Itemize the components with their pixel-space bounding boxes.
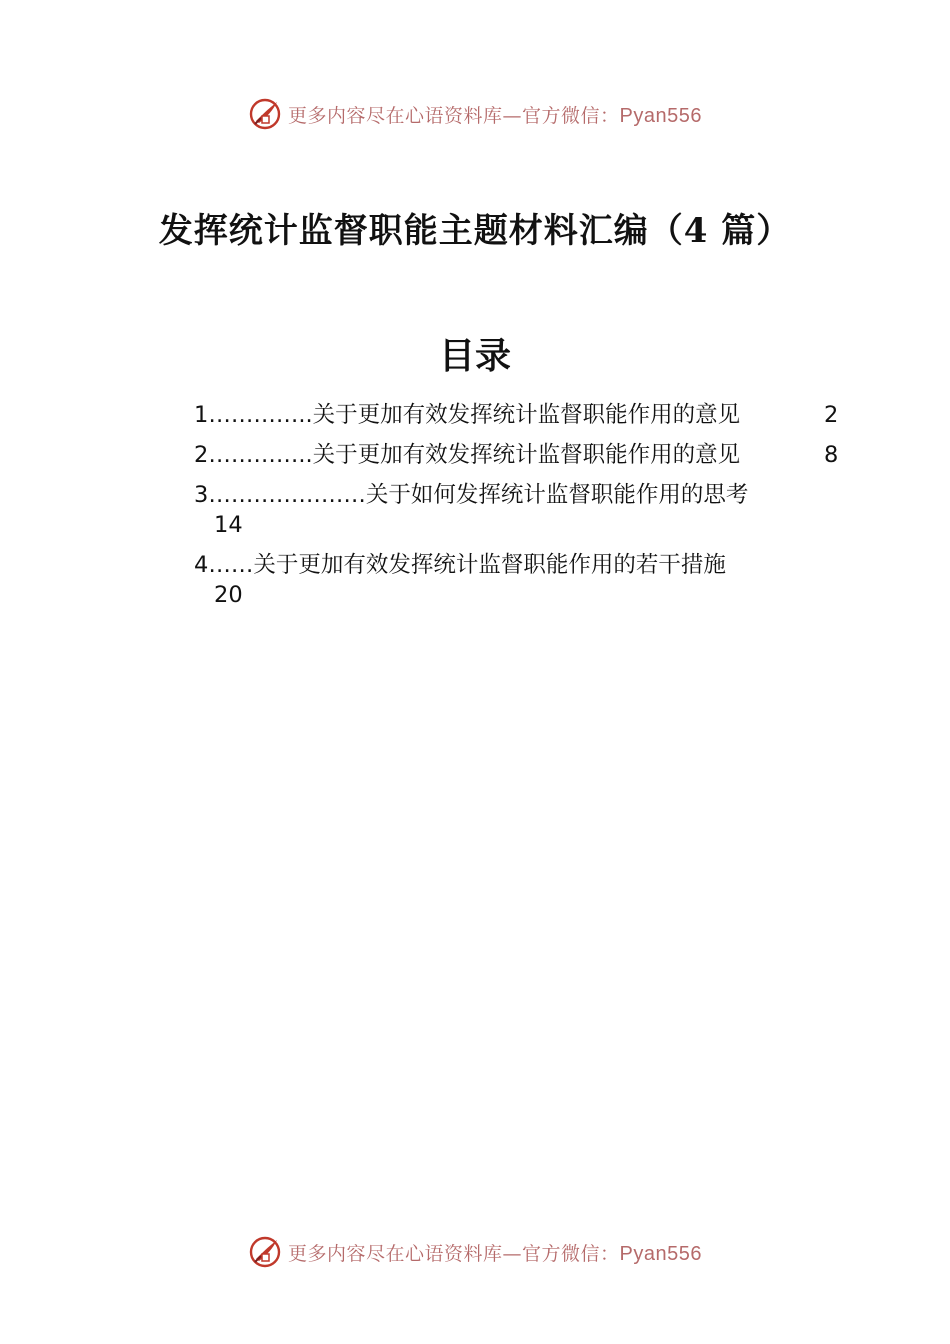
footer-banner — [0, 1232, 950, 1272]
toc-page-number: 2 — [824, 402, 839, 428]
toc-page-number: 20 — [214, 582, 243, 608]
toc-leader: …… — [208, 552, 254, 578]
toc-entry-4[interactable] — [194, 550, 844, 610]
toc-leader: ………….. — [208, 402, 313, 428]
toc-number: 1 — [194, 402, 209, 428]
toc-entry-3[interactable] — [194, 480, 844, 540]
wechat-id: Pyan556 — [619, 104, 702, 127]
banner-text: 更多内容尽在心语资料库—官方微信：Pyan556 — [288, 104, 702, 127]
quill-logo-icon — [248, 1235, 282, 1269]
table-of-contents — [194, 400, 844, 620]
toc-heading: 目录 — [438, 335, 511, 377]
banner-text: 更多内容尽在心语资料库—官方微信：Pyan556 — [288, 1242, 702, 1265]
toc-number: 3 — [194, 482, 209, 508]
toc-number: 4 — [194, 552, 209, 578]
toc-number: 2 — [194, 442, 209, 468]
document-title: 发挥统计监督职能主题材料汇编（4 篇） — [158, 211, 792, 251]
header-banner — [0, 94, 950, 134]
quill-logo-icon — [248, 97, 282, 131]
toc-page-number: 8 — [824, 442, 839, 468]
toc-title: 关于更加有效发挥统计监督职能作用的若干措施 — [253, 552, 726, 578]
toc-title: 关于更加有效发挥统计监督职能作用的意见 — [312, 402, 741, 428]
toc-page-number: 14 — [214, 512, 243, 538]
toc-leader: ………………… — [208, 482, 366, 508]
toc-title: 关于更加有效发挥统计监督职能作用的意见 — [312, 442, 741, 468]
toc-leader: ………….. — [208, 442, 313, 468]
toc-title: 关于如何发挥统计监督职能作用的思考 — [365, 482, 749, 508]
wechat-id: Pyan556 — [619, 1242, 702, 1265]
toc-entry-1[interactable] — [194, 400, 844, 430]
toc-entry-2[interactable] — [194, 440, 844, 470]
